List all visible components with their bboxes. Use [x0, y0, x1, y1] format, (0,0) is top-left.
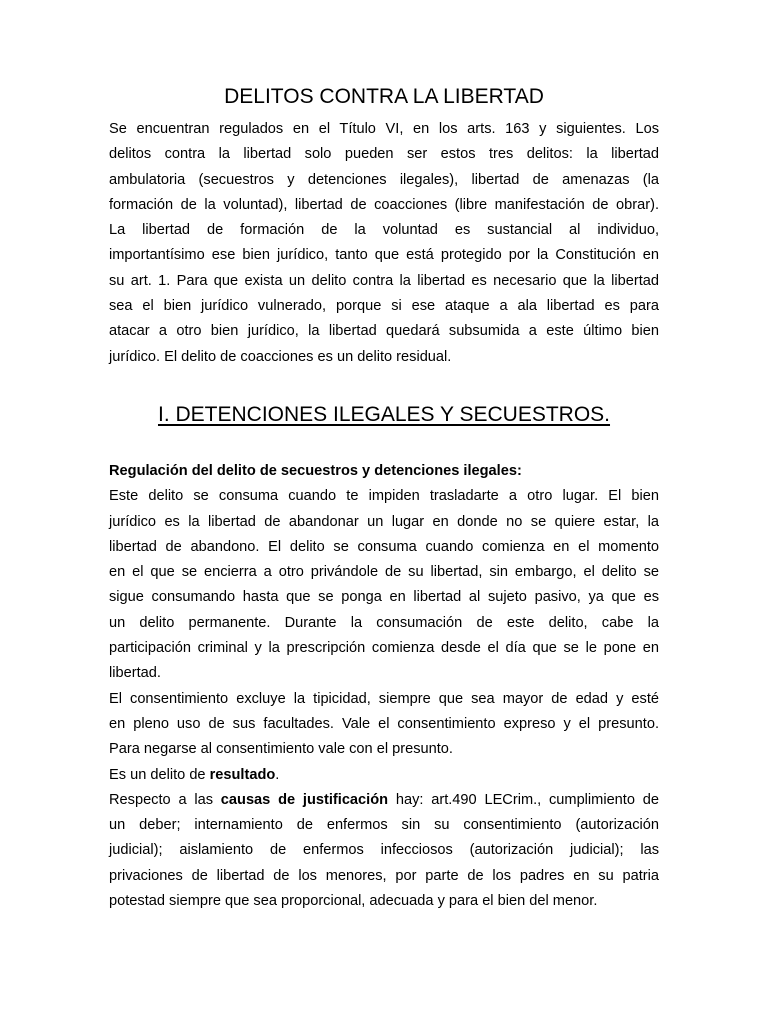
text-line: libertad. [109, 665, 161, 682]
text-line: importantísimo ese bien jurídico, tanto que está protegido por la Constitución en [109, 247, 659, 264]
resultado-line [109, 763, 659, 788]
text-line: su art. 1. Para que exista un delito contra la libertad es necesario que la libertad [109, 272, 659, 289]
text-line: Para negarse al consentimiento vale con el presunto. [109, 741, 453, 758]
text-line: judicial); aislamiento de enfermos infecciosos (autorización judicial); las [109, 842, 659, 859]
text-line: sea el bien jurídico vulnerado, porque si ese ataque a ala libertad es para [109, 298, 659, 315]
text-line: sigue consumando hasta que se ponga en libertad al sujeto pasivo, ya que es [109, 589, 659, 606]
text-fragment: . [275, 766, 280, 783]
text-line: en pleno uso de sus facultades. Vale el consentimiento expreso y el presunto. [109, 715, 659, 732]
section-heading: I. DETENCIONES ILEGALES Y SECUESTROS. [157, 403, 611, 426]
text-line: un deber; internamiento de enfermos sin su consentimiento (autorización [109, 817, 659, 834]
justificacion-line [109, 788, 659, 813]
text-line: participación criminal y la prescripción comienza desde el día que se le pone en [109, 640, 659, 657]
text-line: jurídico. El delito de coacciones es un delito residual. [109, 348, 452, 365]
text-line: delitos contra la libertad solo pueden ser estos tres delitos: la libertad [109, 146, 659, 163]
text-line: La libertad de formación de la voluntad es sustancial al individuo, [109, 222, 659, 239]
text-line: potestad siempre que sea proporcional, adecuada y para el bien del menor. [109, 893, 598, 910]
text-fragment: hay: art.490 LECrim., cumplimiento de [388, 791, 659, 808]
text-line: atacar a otro bien jurídico, la libertad quedará subsumida a este último bien [109, 323, 659, 340]
subheading: Regulación del delito de secuestros y detenciones ilegales: [109, 463, 522, 479]
text-line: libertad de abandono. El delito se consuma cuando comienza en el momento [109, 538, 659, 555]
text-line: en el que se encierra a otro privándole de su libertad, sin embargo, el delito se [109, 564, 659, 581]
section-body [109, 459, 659, 914]
text-line: formación de la voluntad), libertad de coacciones (libre manifestación de obrar). [109, 196, 659, 213]
bold-term: resultado [209, 766, 276, 783]
text-line: El consentimiento excluye la tipicidad, siempre que sea mayor de edad y esté [109, 690, 659, 707]
text-line: privaciones de libertad de los menores, por parte de los padres en su patria [109, 867, 659, 884]
text-line: jurídico es la libertad de abandonar un lugar en donde no se quiere estar, la [109, 513, 659, 530]
text-line: ambulatoria (secuestros y detenciones ilegales), libertad de amenazas (la [109, 171, 659, 188]
text-fragment: Respecto a las [109, 791, 221, 808]
document-title: DELITOS CONTRA LA LIBERTAD [224, 85, 544, 108]
text-line: Este delito se consuma cuando te impiden trasladarte a otro lugar. El bien [109, 488, 659, 505]
text-line: un delito permanente. Durante la consumación de este delito, cabe la [109, 614, 659, 631]
text-fragment: Es un delito de [109, 766, 210, 783]
intro-paragraph [109, 117, 659, 370]
bold-term: causas de justificación [220, 791, 389, 808]
text-line: Se encuentran regulados en el Título VI, en los arts. 163 y siguientes. Los [109, 121, 659, 137]
